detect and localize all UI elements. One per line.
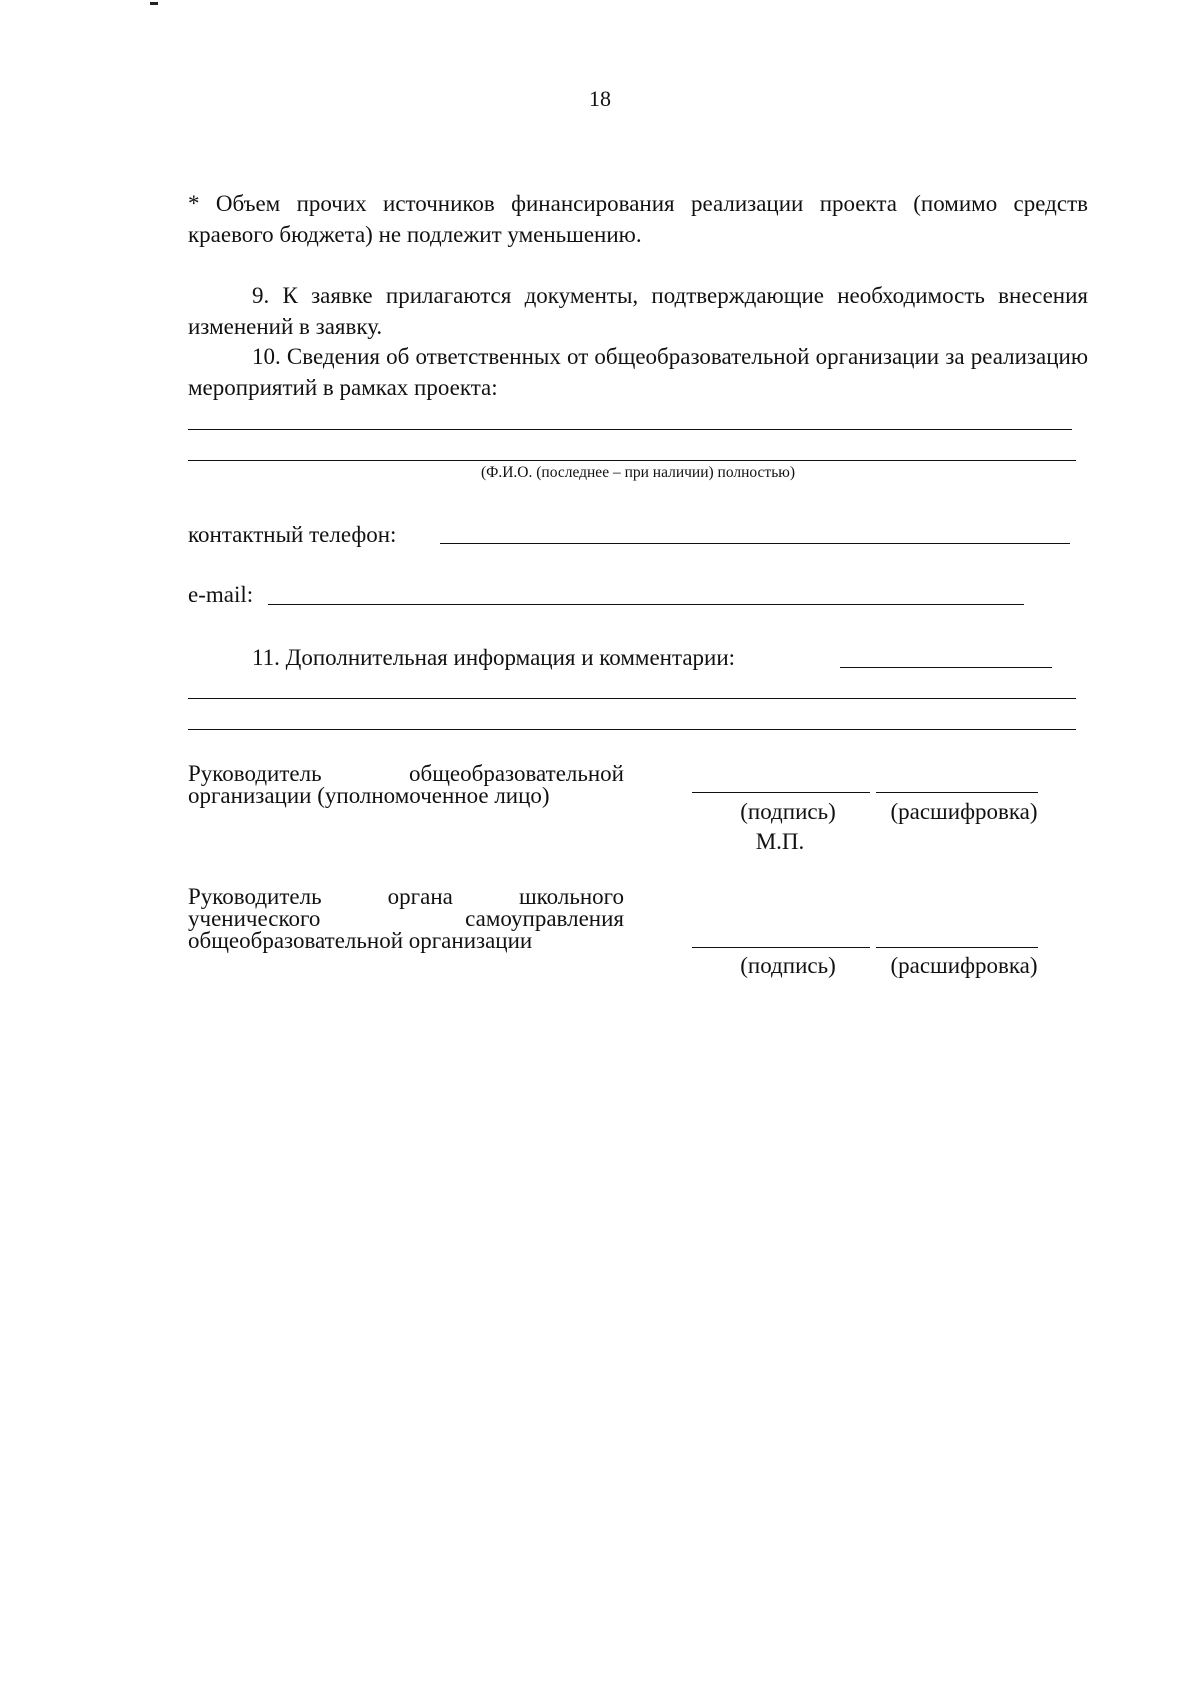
scan-mark (150, 2, 158, 5)
fio-caption: (Ф.И.О. (последнее – при наличии) полностью) (480, 464, 796, 481)
signature-2-decode-line[interactable] (876, 947, 1038, 948)
signature-1-title (188, 763, 624, 807)
responsible-line-2[interactable] (188, 460, 1076, 461)
phone-label: контактный телефон: (188, 522, 397, 547)
signature-1-title-line-2: организации (уполномоченное лицо) (188, 783, 550, 808)
signature-1-title-line-1: Руководитель общеобразовательной (188, 761, 624, 786)
signature-2-title-line-2: ученического самоуправления (188, 906, 624, 931)
item-11: 11. Дополнительная информация и комментарии: (252, 645, 736, 670)
signature-1-decode-line[interactable] (876, 792, 1038, 793)
item-10: 10. Сведения об ответственных от общеобразовательной организации за реализацию мероприятий в рамках проекта: (188, 344, 1088, 400)
footnote: * Объем прочих источников финансирования реализации проекта (помимо средств краевого бюджета) не подлежит уменьшению. (188, 191, 1088, 247)
comments-line-2[interactable] (188, 729, 1076, 730)
responsible-line-1[interactable] (188, 429, 1072, 430)
signature-1-sign-caption: (подпись) (740, 799, 836, 824)
signature-2-sign-line[interactable] (692, 947, 870, 948)
signature-2-title (188, 886, 624, 952)
comments-field-inline[interactable] (840, 667, 1052, 668)
comments-line-1[interactable] (188, 698, 1076, 699)
signature-1-sign-line[interactable] (692, 792, 870, 793)
signature-2-sign-caption: (подпись) (740, 953, 836, 978)
signature-1-decode-caption: (расшифровка) (890, 799, 1038, 824)
email-label: e-mail: (188, 582, 254, 607)
page-number: 18 (589, 86, 611, 111)
email-field[interactable] (268, 604, 1024, 605)
item-9: 9. К заявке прилагаются документы, подтверждающие необходимость внесения изменений в заявку. (188, 283, 1088, 339)
signature-2-title-line-1: Руководитель органа школьного (188, 884, 624, 909)
signature-2-title-line-3: общеобразовательной организации (188, 928, 533, 953)
stamp-label: М.П. (755, 829, 805, 854)
phone-field[interactable] (440, 543, 1070, 544)
signature-2-decode-caption: (расшифровка) (890, 953, 1038, 978)
